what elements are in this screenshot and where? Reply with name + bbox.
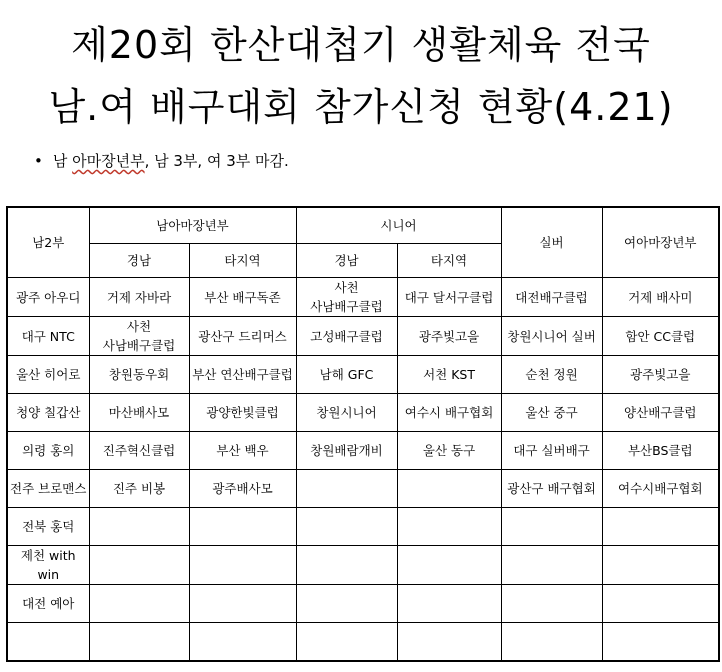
note-suffix: , 남 3부, 여 3부 마감. [144, 152, 289, 170]
table-cell: 여수시배구협회 [602, 470, 719, 508]
table-cell [397, 508, 501, 546]
table-cell: 진주 비봉 [89, 470, 189, 508]
table-row [7, 585, 719, 623]
table-cell: 남해 GFC [296, 356, 397, 394]
table-cell: 창원시니어 실버 [501, 317, 602, 356]
table-cell: 부산 연산배구클럽 [189, 356, 296, 394]
table-cell: 의령 홍의 [7, 432, 89, 470]
table-row [7, 356, 719, 394]
header-nam2bu: 남2부 [7, 207, 89, 278]
table-cell: 거제 배사미 [602, 278, 719, 317]
page-title: 제20회 한산대첩기 생활체육 전국 [71, 23, 651, 67]
note-highlight: 아마장년부 [72, 152, 145, 170]
table-cell [501, 508, 602, 546]
table-cell [89, 585, 189, 623]
table-cell [602, 585, 719, 623]
subheader-gyeongnam: 경남 [89, 244, 189, 278]
table-cell [397, 585, 501, 623]
table-cell: 창원배람개비 [296, 432, 397, 470]
table-cell: 대전배구클럽 [501, 278, 602, 317]
table-cell: 광산구 드리머스 [189, 317, 296, 356]
table-cell [397, 470, 501, 508]
table-cell [296, 623, 397, 662]
table-cell: 광주빛고을 [602, 356, 719, 394]
closing-note [34, 150, 289, 171]
table-row [7, 546, 719, 585]
note-prefix: 남 [52, 152, 73, 170]
subheader-other-region: 타지역 [397, 244, 501, 278]
table-row [7, 317, 719, 356]
table-cell: 광주배사모 [189, 470, 296, 508]
table-cell [89, 546, 189, 585]
table-row [7, 394, 719, 432]
table-cell: 진주혁신클럽 [89, 432, 189, 470]
table-cell: 울산 히어로 [7, 356, 89, 394]
table-cell [296, 470, 397, 508]
header-silver: 실버 [501, 207, 602, 278]
table-cell [602, 623, 719, 662]
table-cell [89, 508, 189, 546]
subheader-other-region: 타지역 [189, 244, 296, 278]
table-cell [501, 546, 602, 585]
table-cell [397, 546, 501, 585]
table-cell: 대구 달서구클럽 [397, 278, 501, 317]
header-senior: 시니어 [296, 207, 501, 244]
table-cell: 대전 예아 [7, 585, 89, 623]
header-nam-ama: 남아마장년부 [89, 207, 296, 244]
table-cell [501, 585, 602, 623]
table-cell [7, 623, 89, 662]
table-cell: 여수시 배구협회 [397, 394, 501, 432]
table-row [7, 623, 719, 662]
table-cell [296, 546, 397, 585]
table-cell [296, 508, 397, 546]
table-cell: 부산 배구독존 [189, 278, 296, 317]
table-cell: 부산 백우 [189, 432, 296, 470]
table-cell [296, 585, 397, 623]
table-cell: 광주 아우디 [7, 278, 89, 317]
page-subtitle: 남.여 배구대회 참가신청 현황(4.21) [48, 85, 674, 129]
table-row [7, 508, 719, 546]
table-cell: 제천 with win [7, 546, 89, 585]
table-cell: 창원동우회 [89, 356, 189, 394]
table-cell: 광산구 배구협회 [501, 470, 602, 508]
table-cell [602, 546, 719, 585]
subheader-gyeongnam: 경남 [296, 244, 397, 278]
table-cell [397, 623, 501, 662]
table-row [7, 470, 719, 508]
table-cell: 순천 정원 [501, 356, 602, 394]
table-row [7, 432, 719, 470]
table-cell: 부산BS클럽 [602, 432, 719, 470]
table-cell: 사천 사남배구클럽 [89, 317, 189, 356]
table-cell: 전북 홍덕 [7, 508, 89, 546]
table-cell: 양산배구클럽 [602, 394, 719, 432]
table-cell [89, 623, 189, 662]
table-cell: 사천 사남배구클럽 [296, 278, 397, 317]
table-cell: 고성배구클럽 [296, 317, 397, 356]
table-cell [501, 623, 602, 662]
table-cell [189, 585, 296, 623]
table-cell: 청양 칠갑산 [7, 394, 89, 432]
table-cell [189, 623, 296, 662]
table-cell: 광주빛고을 [397, 317, 501, 356]
table-cell [189, 546, 296, 585]
table-cell: 울산 중구 [501, 394, 602, 432]
bullet-icon: • [34, 152, 43, 170]
table-cell: 거제 자바라 [89, 278, 189, 317]
table-cell: 마산배사모 [89, 394, 189, 432]
table-cell: 전주 브로맨스 [7, 470, 89, 508]
table-cell: 함안 CC클럽 [602, 317, 719, 356]
header-yeo-ama: 여아마장년부 [602, 207, 719, 278]
registration-table [6, 206, 720, 662]
table-cell: 대구 실버배구 [501, 432, 602, 470]
table-cell: 서천 KST [397, 356, 501, 394]
table-cell: 울산 동구 [397, 432, 501, 470]
table-row [7, 278, 719, 317]
table-cell [602, 508, 719, 546]
table-cell [189, 508, 296, 546]
table-cell: 대구 NTC [7, 317, 89, 356]
table-cell: 창원시니어 [296, 394, 397, 432]
table-cell: 광양한빛클럽 [189, 394, 296, 432]
